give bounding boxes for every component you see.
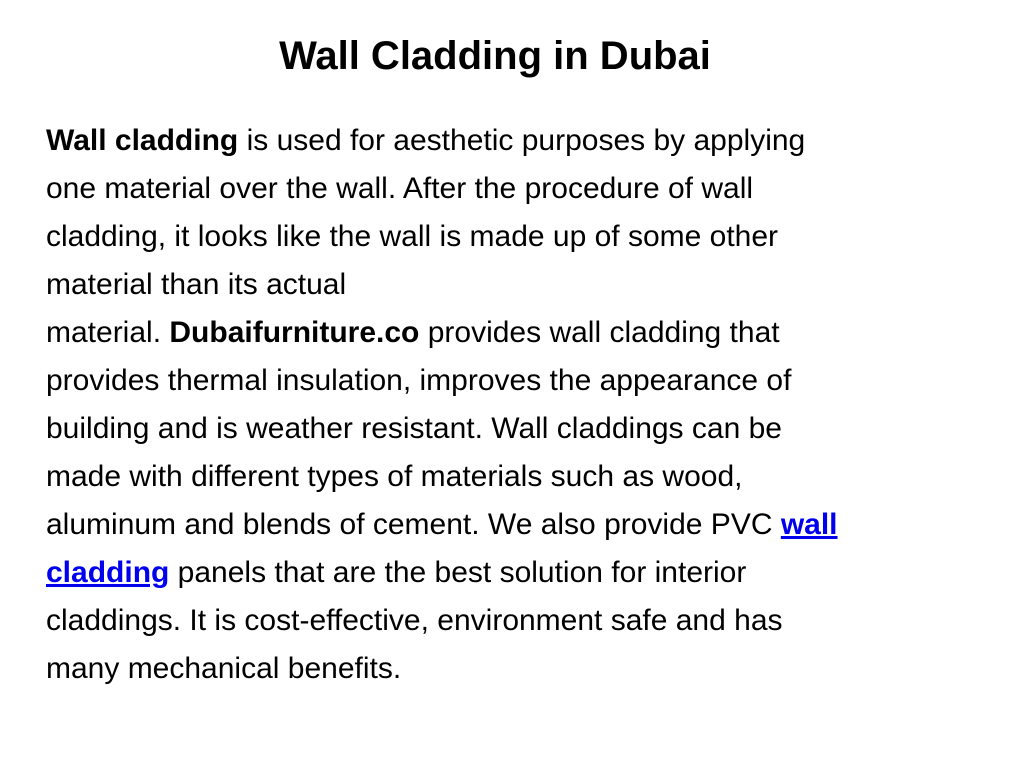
body-text-segment: provides wall cladding that [419,316,780,349]
body-line-5 [46,309,1011,357]
body-text-segment: material. [46,316,170,349]
brand-name: Dubaifurniture.co [169,316,420,349]
body-line-4: material than its actual [46,268,347,301]
body-line-10 [46,549,1011,597]
body-text-segment: is used for aesthetic purposes by applying [238,124,806,157]
term-wall-cladding: Wall cladding [46,124,239,157]
wall-cladding-link[interactable]: wall [780,508,838,541]
body-line-7: building and is weather resistant. Wall claddings can be [46,412,782,445]
body-line-2: one material over the wall. After the procedure of wall [46,172,754,205]
body-line-1 [46,117,1011,165]
body-paragraph [46,117,1011,693]
wall-cladding-link[interactable]: cladding [46,556,170,589]
body-text-segment: panels that are the best solution for interior [169,556,747,589]
body-line-11: claddings. It is cost-effective, environment safe and has [46,604,783,637]
slide-title: Wall Cladding in Dubai [279,34,711,78]
body-line-12: many mechanical benefits. [46,652,402,685]
body-text-segment: aluminum and blends of cement. We also provide PVC [46,508,781,541]
body-line-9 [46,501,1011,549]
body-line-8: made with different types of materials such as wood, [46,460,743,493]
body-line-6: provides thermal insulation, improves the appearance of [46,364,792,397]
body-line-3: cladding, it looks like the wall is made up of some other [46,220,779,253]
